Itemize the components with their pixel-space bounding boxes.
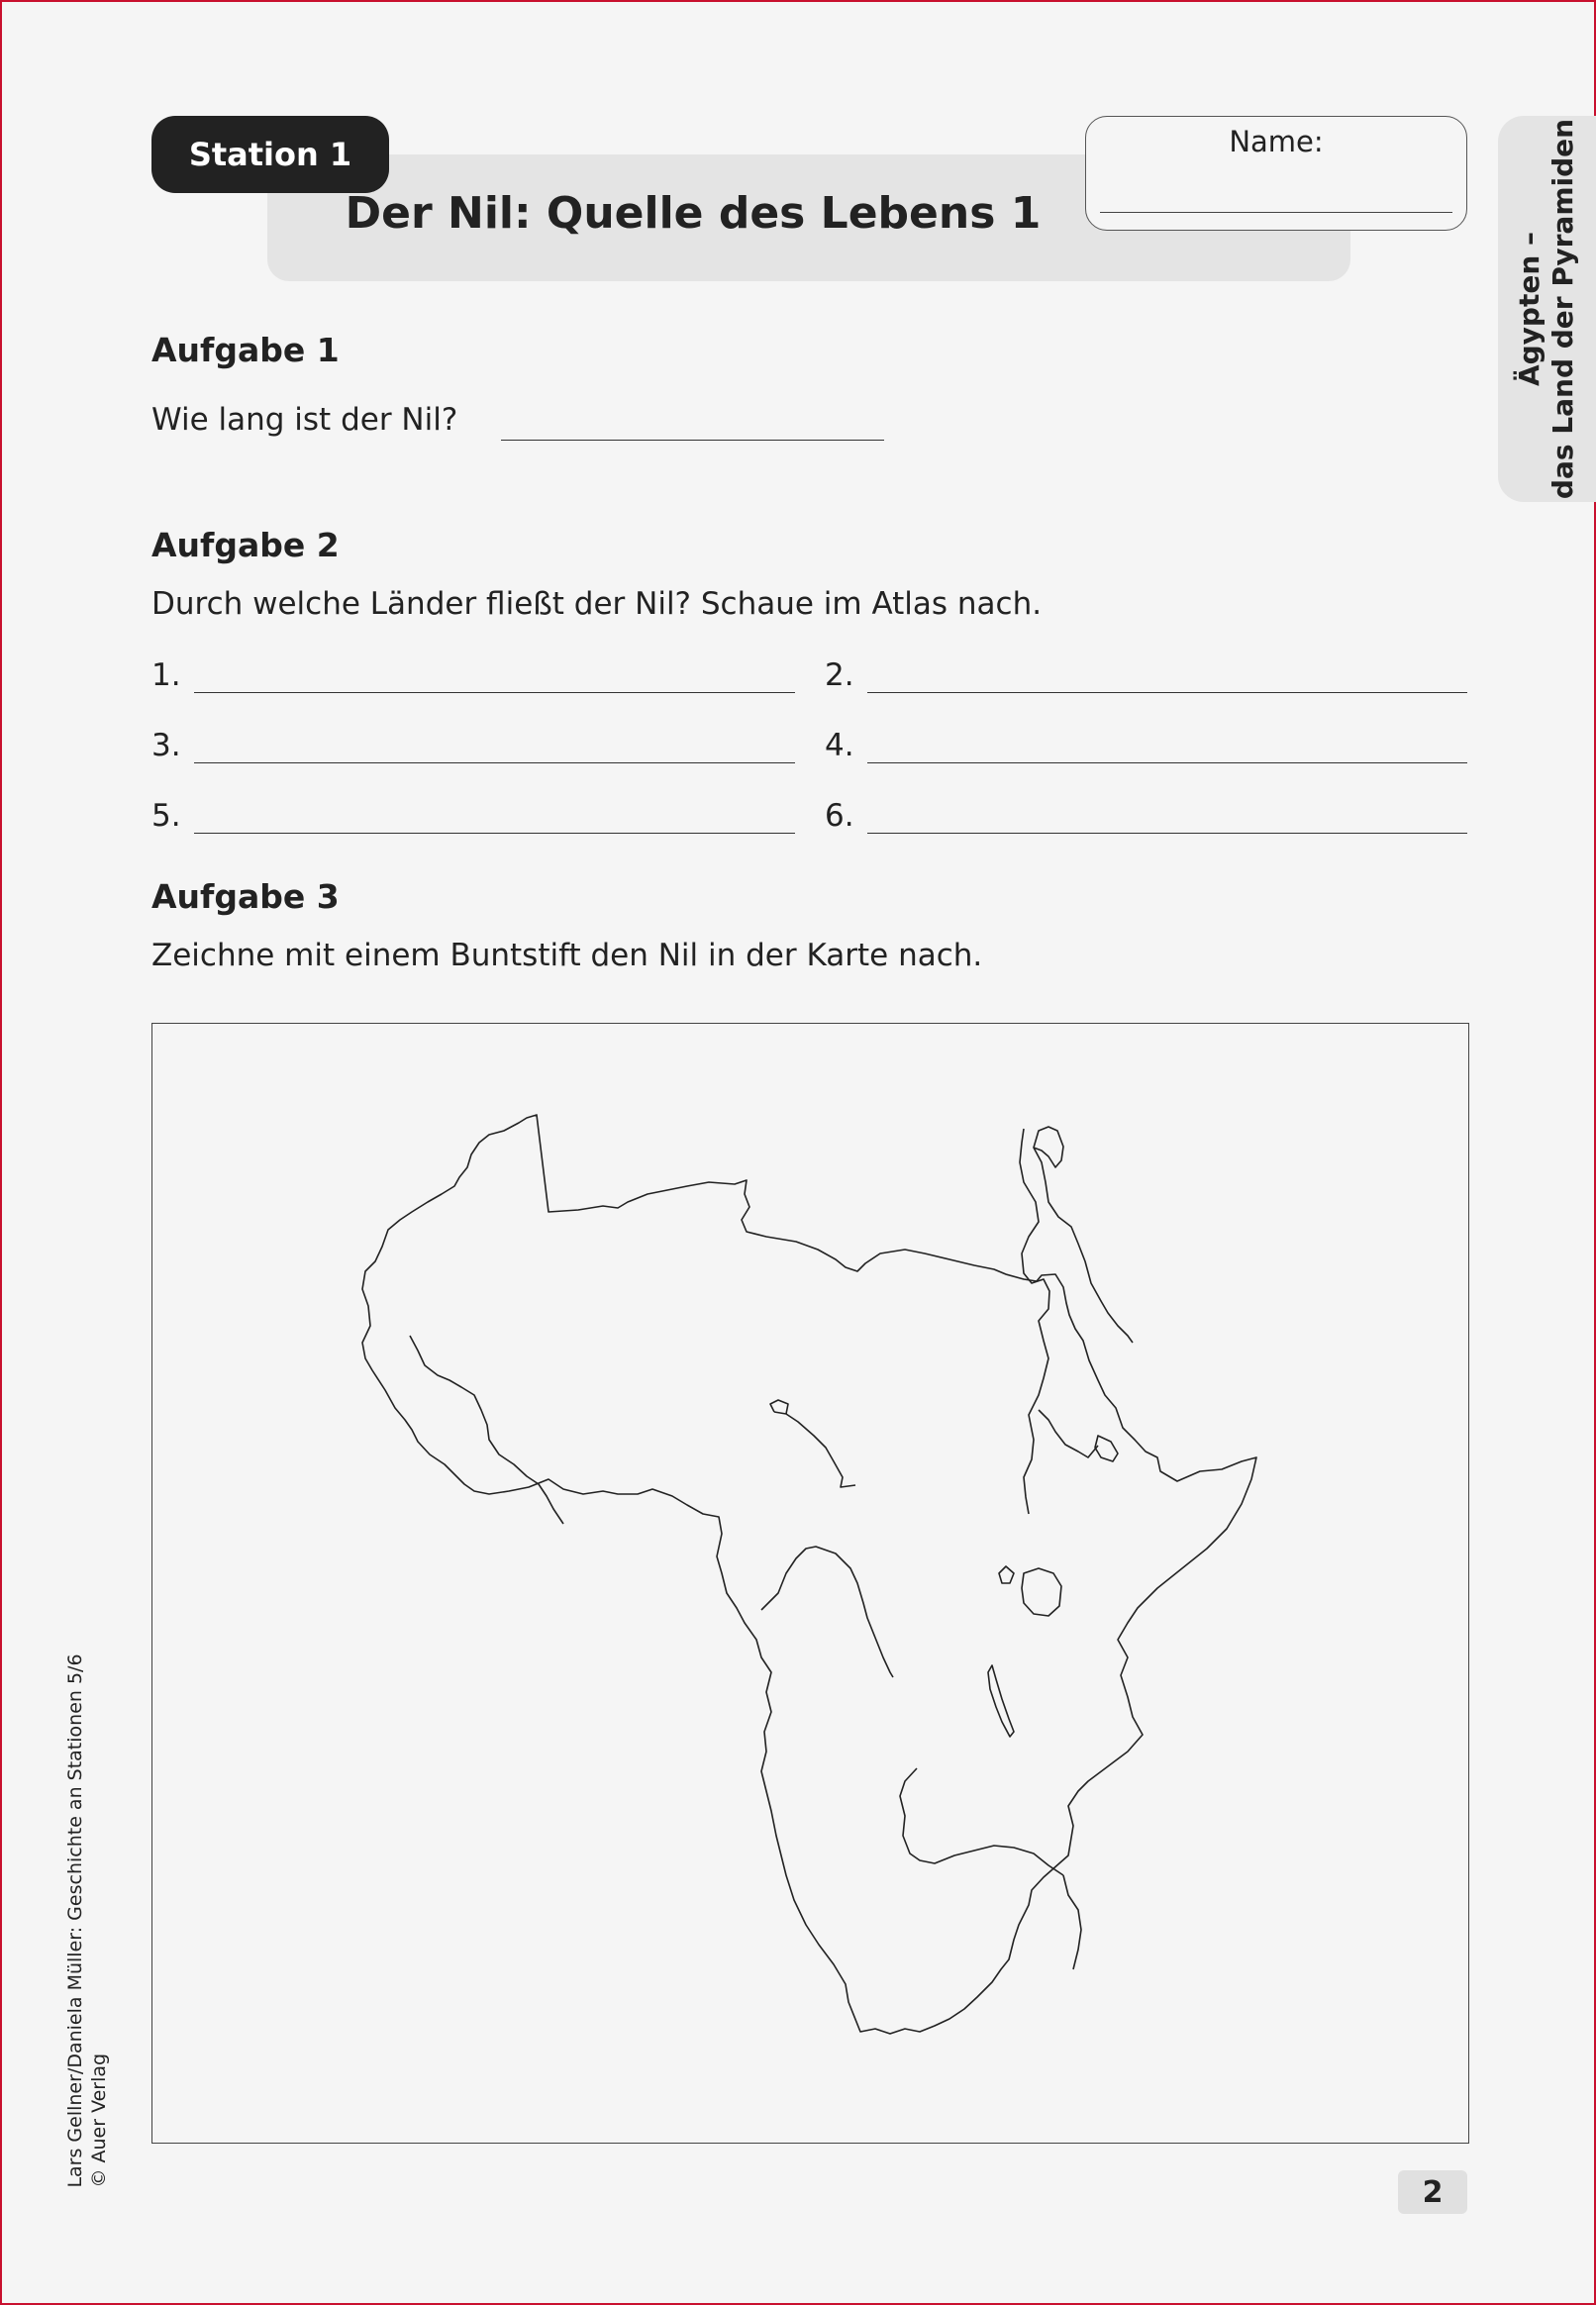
red-sea-coast [1034,1148,1133,1343]
task1-heading: Aufgabe 1 [151,331,340,369]
chapter-title-line2: das Land der Pyramiden [1546,118,1579,500]
answer-line-1[interactable] [194,692,795,693]
east-coast-detail [1063,1875,1081,1969]
lake-albert [999,1566,1014,1583]
task2-heading: Aufgabe 2 [151,526,340,564]
credit-authors: Lars Gellner/Daniela Müller: Geschichte an Stationen 5/6 [64,1654,86,2188]
answer-line-3[interactable] [194,762,795,763]
blue-nile [1039,1410,1098,1457]
chapter-title [1513,119,1580,499]
sinai-peninsula [1034,1127,1063,1167]
lake-victoria [1022,1568,1061,1616]
answer-line-6[interactable] [867,833,1467,834]
answer-number-2: 2. [825,657,854,693]
lake-chad [774,1412,855,1487]
answer-line-4[interactable] [867,762,1467,763]
lake-tanganyika [988,1665,1014,1737]
africa-map-drawing [152,1024,1468,2143]
copyright-credit [63,1654,111,2187]
task3-heading: Aufgabe 3 [151,877,340,916]
task2-instruction: Durch welche Länder fließt der Nil? Schaue im Atlas nach. [151,586,1043,622]
name-answer-line[interactable] [1100,212,1452,213]
lake-chad-shore [770,1400,788,1414]
name-label: Name: [1229,125,1324,158]
africa-outline-map[interactable] [151,1023,1469,2144]
africa-coastline [362,1115,1256,2034]
lake-tana [1095,1436,1118,1461]
station-badge: Station 1 [151,116,389,193]
answer-number-4: 4. [825,728,854,763]
answer-number-6: 6. [825,798,854,834]
zambezi-river [900,1768,1063,1875]
chapter-title-line1: Ägypten – [1513,231,1546,387]
answer-line-5[interactable] [194,833,795,834]
niger-river [410,1336,563,1524]
page-number: 2 [1398,2170,1467,2214]
credit-publisher: © Auer Verlag [88,2053,110,2188]
congo-river [761,1547,893,1677]
task1-answer-line[interactable] [501,440,884,441]
task3-instruction: Zeichne mit einem Buntstift den Nil in der Karte nach. [151,938,983,973]
answer-line-2[interactable] [867,692,1467,693]
nile-river [1020,1129,1049,1514]
answer-number-5: 5. [151,798,181,834]
page-title: Der Nil: Quelle des Lebens 1 [345,188,1042,239]
answer-number-1: 1. [151,657,181,693]
task1-question: Wie lang ist der Nil? [151,402,458,438]
answer-number-3: 3. [151,728,181,763]
name-field[interactable] [1085,116,1467,231]
